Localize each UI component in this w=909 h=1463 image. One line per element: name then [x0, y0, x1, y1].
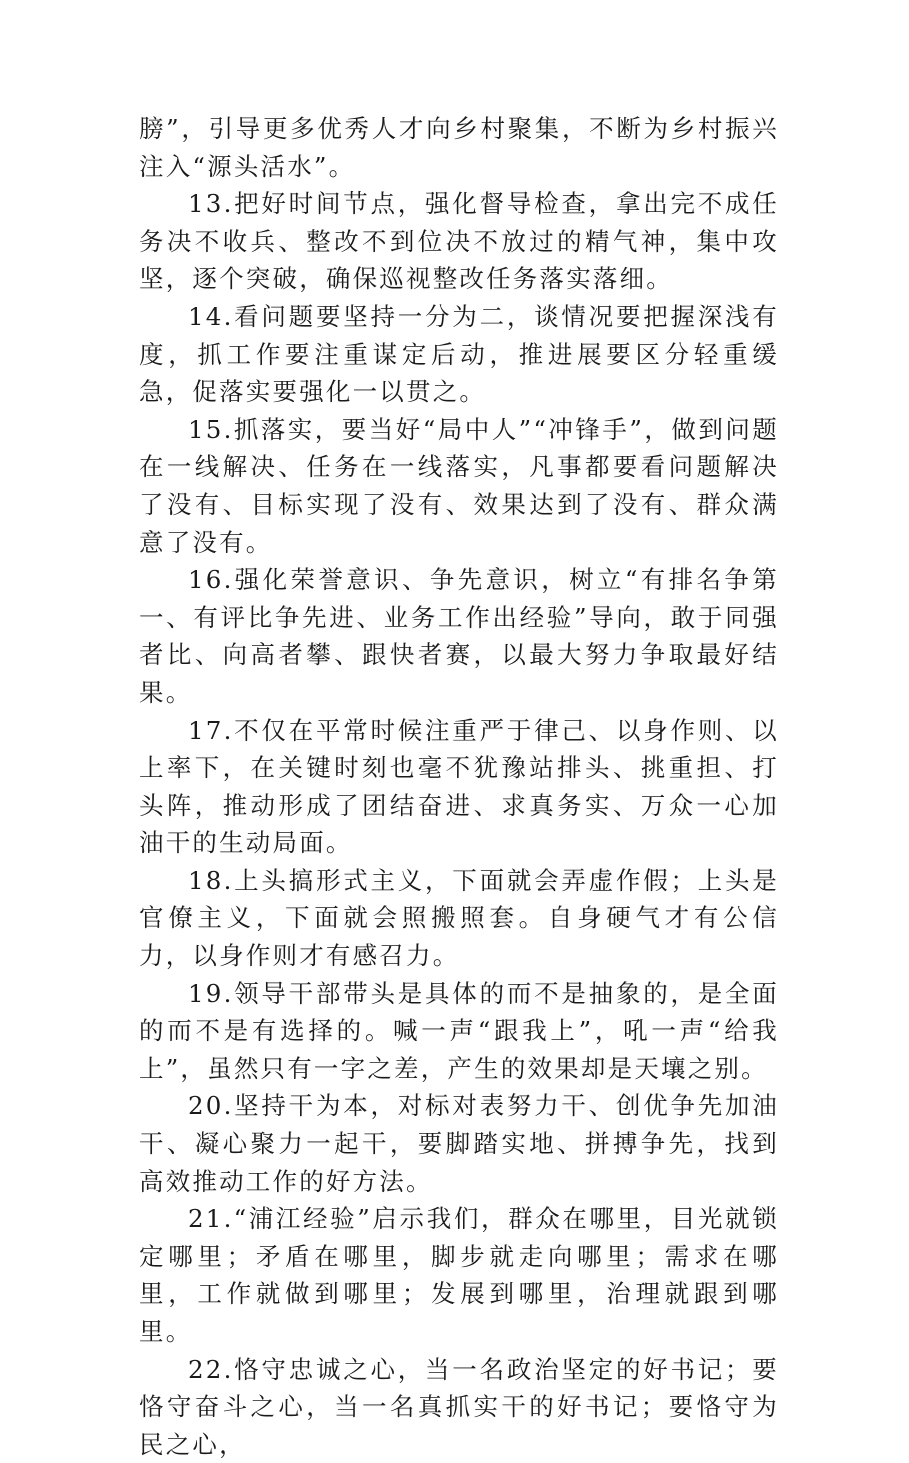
- paragraph-17: 17.不仅在平常时候注重严于律己、以身作则、以上率下，在关键时刻也毫不犹豫站排头、挑重担、打头阵，推动形成了团结奋进、求真务实、万众一心加油干的生动局面。: [139, 715, 779, 858]
- paragraph-14: 14.看问题要坚持一分为二，谈情况要把握深浅有度，抓工作要注重谋定后动，推进展要区分轻重缓急，促落实要强化一以贯之。: [139, 301, 779, 407]
- paragraph-18: 18.上头搞形式主义，下面就会弄虚作假；上头是官僚主义，下面就会照搬照套。自身硬气才有公信力，以身作则才有感召力。: [139, 865, 779, 971]
- paragraph-16: 16.强化荣誉意识、争先意识，树立“有排名争第一、有评比争先进、业务工作出经验”导向，敢于同强者比、向高者攀、跟快者赛，以最大努力争取最好结果。: [139, 565, 779, 707]
- paragraph-21: 21.“浦江经验”启示我们，群众在哪里，目光就锁定哪里；矛盾在哪里，脚步就走向哪里；需求在哪里，工作就做到哪里；发展到哪里，治理就跟到哪里。: [139, 1204, 779, 1346]
- body-text: [139, 110, 779, 1463]
- paragraph-19: 19.领导干部带头是具体的而不是抽象的，是全面的而不是有选择的。喊一声“跟我上”，吼一声“给我上”，虽然只有一字之差，产生的效果却是天壤之别。: [139, 978, 779, 1083]
- paragraph-15: 15.抓落实，要当好“局中人”“冲锋手”，做到问题在一线解决、任务在一线落实，凡事都要看问题解决了没有、目标实现了没有、效果达到了没有、群众满意了没有。: [139, 414, 779, 557]
- paragraph-continuation: 膀”，引导更多优秀人才向乡村聚集，不断为乡村振兴注入“源头活水”。: [139, 114, 779, 181]
- paragraph-22: 22.恪守忠诚之心，当一名政治坚定的好书记；要恪守奋斗之心，当一名真抓实干的好书记；要恪守为民之心，: [139, 1354, 779, 1459]
- paragraph-20: 20.坚持干为本，对标对表努力干、创优争先加油干、凝心聚力一起干，要脚踏实地、拼搏争先，找到高效推动工作的好方法。: [139, 1091, 779, 1196]
- paragraph-13: 13.把好时间节点，强化督导检查，拿出完不成任务决不收兵、整改不到位决不放过的精气神，集中攻坚，逐个突破，确保巡视整改任务落实落细。: [139, 189, 779, 294]
